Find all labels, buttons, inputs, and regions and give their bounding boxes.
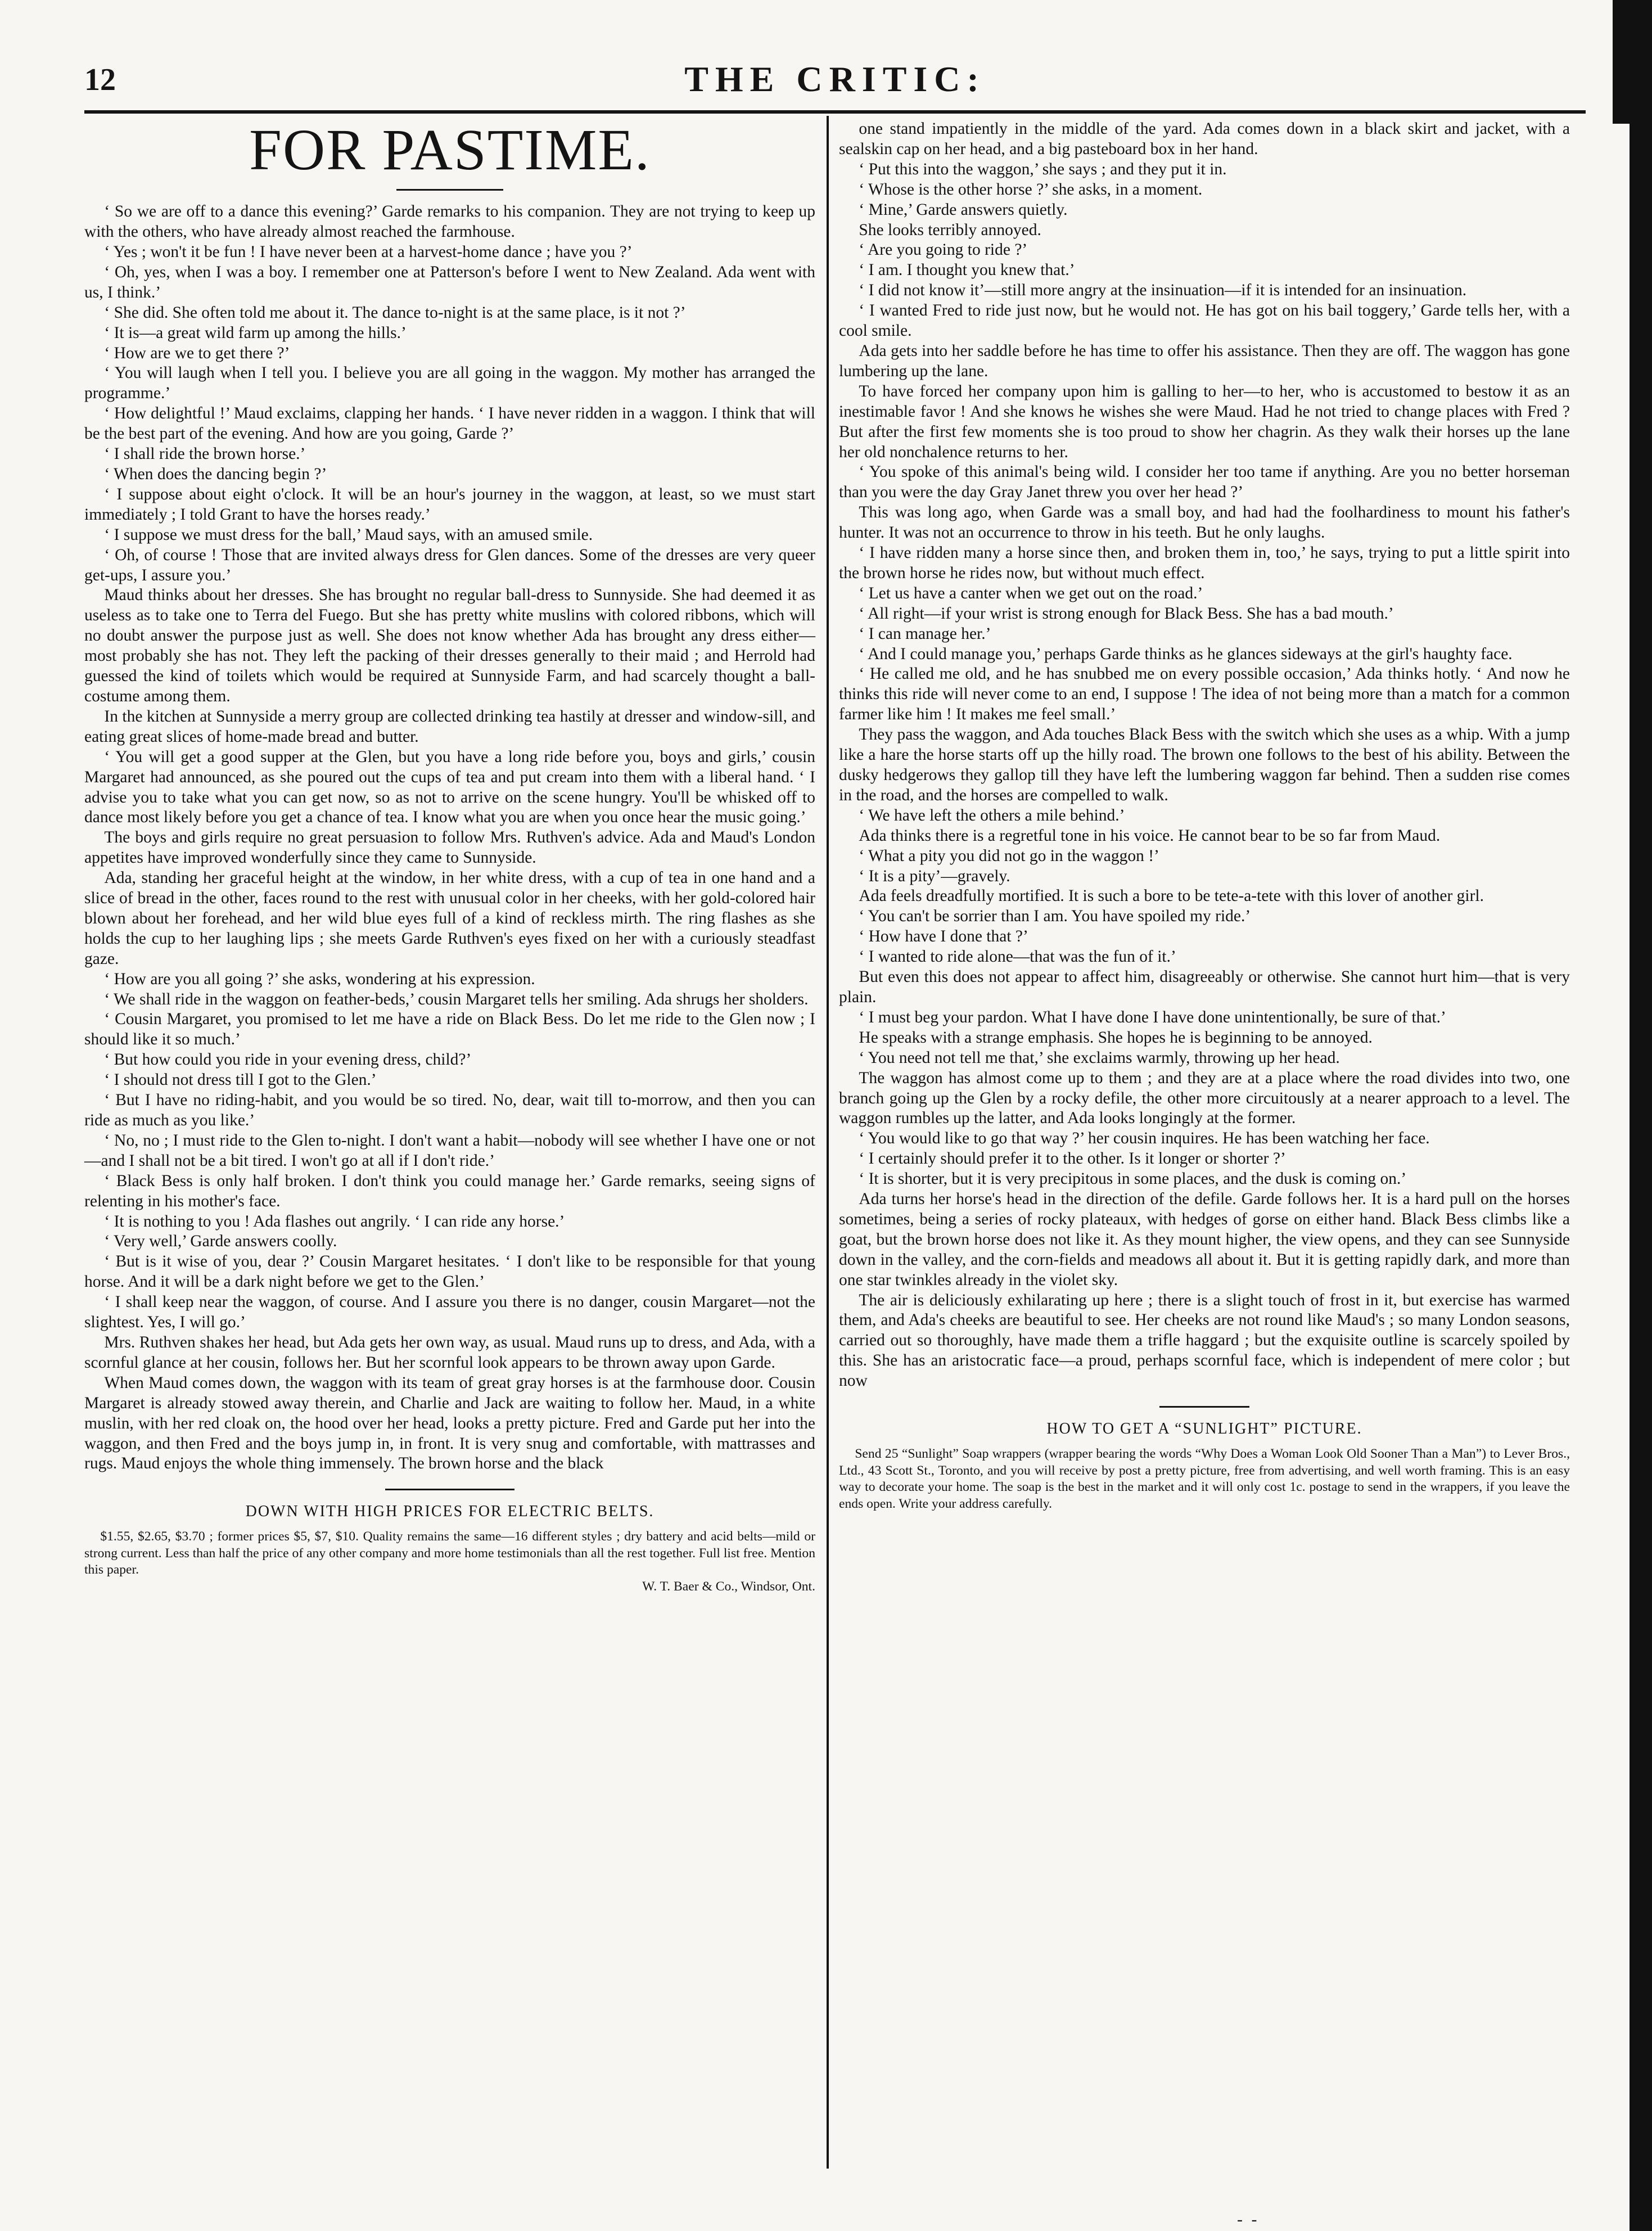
article-paragraph: ‘ I wanted Fred to ride just now, but he would not. He has got on his bail toggery,’ Garde tells her, with a cool smile. <box>839 301 1570 340</box>
article-paragraph: ‘ Whose is the other horse ?’ she asks, in a moment. <box>859 180 1203 199</box>
article-paragraph: To have forced her company upon him is galling to her—to her, who is accustomed to bestow it as an inestimable favor ! And she knows he wishes she were Maud. Had he not tried to change places with Fred ? But after the first few moments she is too proud to show her chagrin. As they walk their horses up the lane her old nonchalence returns to her. <box>839 382 1570 461</box>
ad-signature: W. T. Baer & Co., Windsor, Ont. <box>642 1579 815 1594</box>
article-paragraph: ‘ But I have no riding-habit, and you would be so tired. No, dear, wait till to-morrow, and then you can ride as much as you like.’ <box>84 1091 815 1130</box>
article-paragraph: ‘ I have ridden many a horse since then, and broken them in, too,’ he says, trying to put a little spirit into the brown horse he rides now, but without much effect. <box>839 544 1570 582</box>
article-paragraph: ‘ Cousin Margaret, you promised to let me have a ride on Black Bess. Do let me ride to the Glen now ; I should like it so much.’ <box>84 1010 815 1049</box>
article-paragraph: ‘ Very well,’ Garde answers coolly. <box>104 1232 337 1251</box>
article-paragraph: ‘ You can't be sorrier than I am. You have spoiled my ride.’ <box>859 907 1251 926</box>
article-paragraph: ‘ Yes ; won't it be fun ! I have never been at a harvest-home dance ; have you ?’ <box>104 243 633 262</box>
article-paragraph: They pass the waggon, and Ada touches Black Bess with the switch which she uses as a whip. With a jump like a hare the horse starts off up the hilly road. The brown one follows to the best of his ability. Between the dusky hedgerows they gallop till they have left the lumbering waggon far behind. Then a sudden rise comes in the road, and the horses are compelled to walk. <box>839 725 1570 804</box>
article-paragraph: ‘ Put this into the waggon,’ she says ; and they put it in. <box>859 160 1227 178</box>
left-column-body <box>84 202 815 1474</box>
article-paragraph: ‘ So we are off to a dance this evening?’ Garde remarks to his companion. They are not trying to keep up with the others, who have already almost reached the farmhouse. <box>84 202 815 241</box>
article-paragraph: ‘ Black Bess is only half broken. I don't think you could manage her.’ Garde remarks, seeing signs of relenting in his mother's face. <box>84 1171 815 1210</box>
article-paragraph: The air is deliciously exhilarating up here ; there is a slight touch of frost in it, but exercise has warmed them, and Ada's cheeks are beautiful to see. Her cheeks are not round like Maud's ; so many London seasons, carried out so thoroughly, have made them a trifle haggard ; but the exquisite outline is scarcely spoiled by this. She has an aristocratic face—a proud, perhaps scornful face, which is independent of mere color ; but now <box>839 1291 1570 1390</box>
article-paragraph: ‘ What a pity you did not go in the waggon !’ <box>859 846 1159 865</box>
article-paragraph: ‘ It is nothing to you ! Ada flashes out angrily. ‘ I can ride any horse.’ <box>104 1212 565 1231</box>
article-paragraph: ‘ I wanted to ride alone—that was the fun of it.’ <box>859 948 1176 966</box>
article-paragraph: ‘ She did. She often told me about it. The dance to-night is at the same place, is it not ?’ <box>104 303 686 322</box>
article-paragraph: ‘ I shall ride the brown horse.’ <box>104 445 306 463</box>
article-paragraph: She looks terribly annoyed. <box>859 220 1041 239</box>
article-paragraph: ‘ I can manage her.’ <box>859 624 991 643</box>
article-paragraph: ‘ I should not dress till I got to the Glen.’ <box>104 1071 377 1089</box>
article-paragraph: ‘ It is—a great wild farm up among the hills.’ <box>104 323 407 342</box>
article-paragraph: In the kitchen at Sunnyside a merry group are collected drinking tea hastily at dresser and window-sill, and eating great slices of home-made bread and butter. <box>84 707 815 746</box>
article-paragraph: Mrs. Ruthven shakes her head, but Ada gets her own way, as usual. Maud runs up to dress, and Ada, with a scornful glance at her cousin, follows her. But her scornful look appears to be thrown away upon Garde. <box>84 1333 815 1372</box>
article-paragraph: ‘ How are you all going ?’ she asks, wondering at his expression. <box>104 970 535 988</box>
article-paragraph: ‘ I shall keep near the waggon, of course. And I assure you there is no danger, cousin Margaret—not the slightest. Yes, I will go.’ <box>84 1293 815 1332</box>
page-header <box>84 59 1586 107</box>
article-paragraph: ‘ How are we to get there ?’ <box>104 344 290 362</box>
right-column-body <box>839 119 1570 1391</box>
page-number: 12 <box>84 62 116 97</box>
ad-body: $1.55, $2.65, $3.70 ; former prices $5, $7, $10. Quality remains the same—16 different styles ; dry battery and acid belts—mild or strong current. Less than half the price of any other company and more home testimonials than all the rest together. Full list free. Mention this paper. <box>84 1529 815 1578</box>
article-paragraph: The waggon has almost come up to them ; and they are at a place where the road divides into two, one branch going up the Glen by a rocky defile, the other more circuitously at a nearer approach to a level. The waggon rumbles up the latter, and Ada looks longingly at the former. <box>839 1069 1570 1128</box>
page-edge-tab <box>1613 0 1630 124</box>
article-paragraph: Ada thinks there is a regretful tone in his voice. He cannot bear to be so far from Maud. <box>859 826 1441 845</box>
ad-title: DOWN WITH HIGH PRICES FOR ELECTRIC BELTS. <box>245 1503 655 1521</box>
footer-mark: - - <box>1237 2210 1260 2229</box>
article-paragraph: ‘ You will get a good supper at the Glen, but you have a long ride before you, boys and girls,’ cousin Margaret had announced, as she poured out the cups of tea and put cream into them with a liberal hand. ‘ I advise you to take what you can get now, so as not to arrive on the scene hungry. You'll be whisked off to dance most likely before you get a chance of tea. I know what you are when you once hear the music going.’ <box>84 747 815 827</box>
article-paragraph: Maud thinks about her dresses. She has brought no regular ball-dress to Sunnyside. She had deemed it as useless as to take one to Terra del Fuego. But she has pretty white muslins with colored ribbons, which will no doubt answer the purpose just as well. She does not know whether Ada has brought any dress either—most probably she has not. They left the packing of their dresses generally to their maid ; and Herrold had guessed the kind of toilets which would be required at Sunnyside Farm, and had scarcely thought a ball-costume among them. <box>84 586 815 705</box>
sunlight-ad <box>839 1419 1570 1512</box>
article-paragraph: ‘ You spoke of this animal's being wild. I consider her too tame if anything. Are you no better horseman than you were the day Gray Janet threw you over her head ?’ <box>839 463 1570 502</box>
article-paragraph: When Maud comes down, the waggon with its team of great gray horses is at the farmhouse door. Cousin Margaret is already stowed away therein, and Charlie and Jack are waiting to follow her. Maud, in a white muslin, with her red cloak on, the hood over her head, looks a pretty picture. Fred and Garde put her into the waggon, and then Fred and the boys jump in, in front. It is very snug and comfortable, with mattrasses and rugs. Maud enjoys the whole thing immensely. The brown horse and the black <box>84 1373 815 1473</box>
column-divider <box>827 116 829 2169</box>
ad-separator-rule <box>1159 1406 1249 1408</box>
article-paragraph: ‘ You need not tell me that,’ she exclaims warmly, throwing up her head. <box>859 1048 1340 1067</box>
masthead: THE CRITIC: <box>684 59 986 99</box>
ad-body: Send 25 “Sunlight” Soap wrappers (wrapper bearing the words “Why Does a Woman Look Old Sooner Than a Man”) to Lever Bros., Ltd., 43 Scott St., Toronto, and you will receive by post a pretty picture, free from advertising, and well worth framing. This is an easy way to decorate your home. The soap is the best in the market and it will only cost 1c. postage to send in the wrappers, if you leave the ends open. Write your address carefully. <box>839 1446 1570 1511</box>
article-paragraph: ‘ You will laugh when I tell you. I believe you are all going in the waggon. My mother has arranged the programme.’ <box>84 364 815 403</box>
article-paragraph: ‘ It is a pity’—gravely. <box>859 867 1010 885</box>
article-paragraph: ‘ Mine,’ Garde answers quietly. <box>859 200 1068 219</box>
article-paragraph: ‘ Oh, yes, when I was a boy. I remember one at Patterson's before I went to New Zealand. Ada went with us, I think.’ <box>84 263 815 301</box>
article-paragraph: Ada gets into her saddle before he has time to offer his assistance. Then they are off. The waggon has gone lumbering up the lane. <box>839 341 1570 380</box>
article-paragraph: ‘ When does the dancing begin ?’ <box>104 465 327 484</box>
article-paragraph: But even this does not appear to affect him, disagreeably or otherwise. She cannot hurt him—that is very plain. <box>839 968 1570 1006</box>
article-paragraph: ‘ All right—if your wrist is strong enough for Black Bess. She has a bad mouth.’ <box>859 604 1394 623</box>
article-paragraph: ‘ I suppose about eight o'clock. It will be an hour's journey in the waggon, at least, so we must start immediately ; I told Grant to have the horses ready.’ <box>84 485 815 524</box>
article-paragraph: ‘ Are you going to ride ?’ <box>859 241 1028 259</box>
article-paragraph: This was long ago, when Garde was a small boy, and had had the foolhardiness to mount his father's hunter. It was not an occurrence to throw in his teeth. But he only laughs. <box>839 503 1570 542</box>
article-paragraph: ‘ And I could manage you,’ perhaps Garde thinks as he glances sideways at the girl's haughty face. <box>859 644 1513 663</box>
right-column <box>839 119 1570 1512</box>
article-paragraph: one stand impatiently in the middle of the yard. Ada comes down in a black skirt and jacket, with a sealskin cap on her head, and a big pasteboard box in her hand. <box>839 120 1570 158</box>
article-title: FOR PASTIME. <box>249 118 651 182</box>
article-paragraph: ‘ How delightful !’ Maud exclaims, clapping her hands. ‘ I have never ridden in a waggon. I think that will be the best part of the evening. And how are you going, Garde ?’ <box>84 404 815 443</box>
article-paragraph: Ada, standing her graceful height at the window, in her white dress, with a cup of tea in one hand and a slice of bread in the other, faces round to the rest with unusual color in her cheeks, with her gold-colored hair blown about her forehead, and her wild blue eyes full of a kind of reckless mirth. The ring flashes as she holds the cup to her laughing lips ; she meets Garde Ruthven's eyes fixed on her with a curiously steadfast gaze. <box>84 869 815 968</box>
article-paragraph: ‘ We shall ride in the waggon on feather-beds,’ cousin Margaret tells her smiling. Ada shrugs her sholders. <box>104 990 809 1008</box>
article-paragraph: ‘ How have I done that ?’ <box>859 927 1028 946</box>
article-paragraph: ‘ I must beg your pardon. What I have done I have done unintentionally, be sure of that.’ <box>859 1008 1446 1026</box>
article-paragraph: Ada turns her horse's head in the direction of the defile. Garde follows her. It is a hard pull on the horses sometimes, being a series of rocky plateaux, with hedges of gorse on either hand. Black Bess climbs like a goat, but the brown horse does not like it. As they mount higher, the view opens, and they can see Sunnyside down in the valley, and the corn-fields and meadows all about it. But it is getting rapidly dark, and more than one star twinkles already in the violet sky. <box>839 1190 1570 1289</box>
article-paragraph: ‘ Oh, of course ! Those that are invited always dress for Glen dances. Some of the dresses are very queer get-ups, I assure you.’ <box>84 546 815 584</box>
ad-separator-rule <box>385 1489 514 1490</box>
page-edge-border <box>1630 0 1652 2231</box>
left-column <box>84 119 815 1595</box>
ad-title: HOW TO GET A “SUNLIGHT” PICTURE. <box>1046 1420 1362 1438</box>
article-paragraph: ‘ I certainly should prefer it to the other. Is it longer or shorter ?’ <box>859 1150 1286 1168</box>
article-paragraph: ‘ We have left the others a mile behind.’ <box>859 806 1125 824</box>
article-paragraph: Ada feels dreadfully mortified. It is such a bore to be tete-a-tete with this lover of another girl. <box>859 887 1484 905</box>
article-paragraph: ‘ I am. I thought you knew that.’ <box>859 261 1075 280</box>
header-rule <box>84 110 1586 114</box>
article-paragraph: ‘ It is shorter, but it is very precipitous in some places, and the dusk is coming on.’ <box>859 1170 1407 1188</box>
article-paragraph: ‘ But is it wise of you, dear ?’ Cousin Margaret hesitates. ‘ I don't like to be responsible for that young horse. And it will be a dark night before we get to the Glen.’ <box>84 1252 815 1291</box>
title-rule <box>396 189 503 191</box>
article-paragraph: ‘ But how could you ride in your evening dress, child?’ <box>104 1051 472 1069</box>
electric-belts-ad <box>84 1502 815 1595</box>
article-paragraph: ‘ You would like to go that way ?’ her cousin inquires. He has been watching her face. <box>859 1129 1430 1148</box>
article-paragraph: ‘ He called me old, and he has snubbed me on every possible occasion,’ Ada thinks hotly. ‘ And now he thinks this ride will never come to an end, I suppose ! The idea of not being more than a match for a common farmer like him ! It makes me feel small.’ <box>839 665 1570 724</box>
article-paragraph: ‘ I did not know it’—still more angry at the insinuation—if it is intended for an insinuation. <box>859 281 1467 300</box>
article-paragraph: ‘ Let us have a canter when we get out on the road.’ <box>859 584 1203 602</box>
article-paragraph: The boys and girls require no great persuasion to follow Mrs. Ruthven's advice. Ada and Maud's London appetites have improved wonderfully since they came to Sunnyside. <box>84 828 815 867</box>
article-paragraph: He speaks with a strange emphasis. She hopes he is beginning to be annoyed. <box>859 1028 1373 1047</box>
article-paragraph: ‘ No, no ; I must ride to the Glen to-night. I don't want a habit—nobody will see whether I have one or not—and I shall not be a bit tired. I won't go at all if I don't ride.’ <box>84 1131 815 1170</box>
article-paragraph: ‘ I suppose we must dress for the ball,’ Maud says, with an amused smile. <box>104 525 593 544</box>
